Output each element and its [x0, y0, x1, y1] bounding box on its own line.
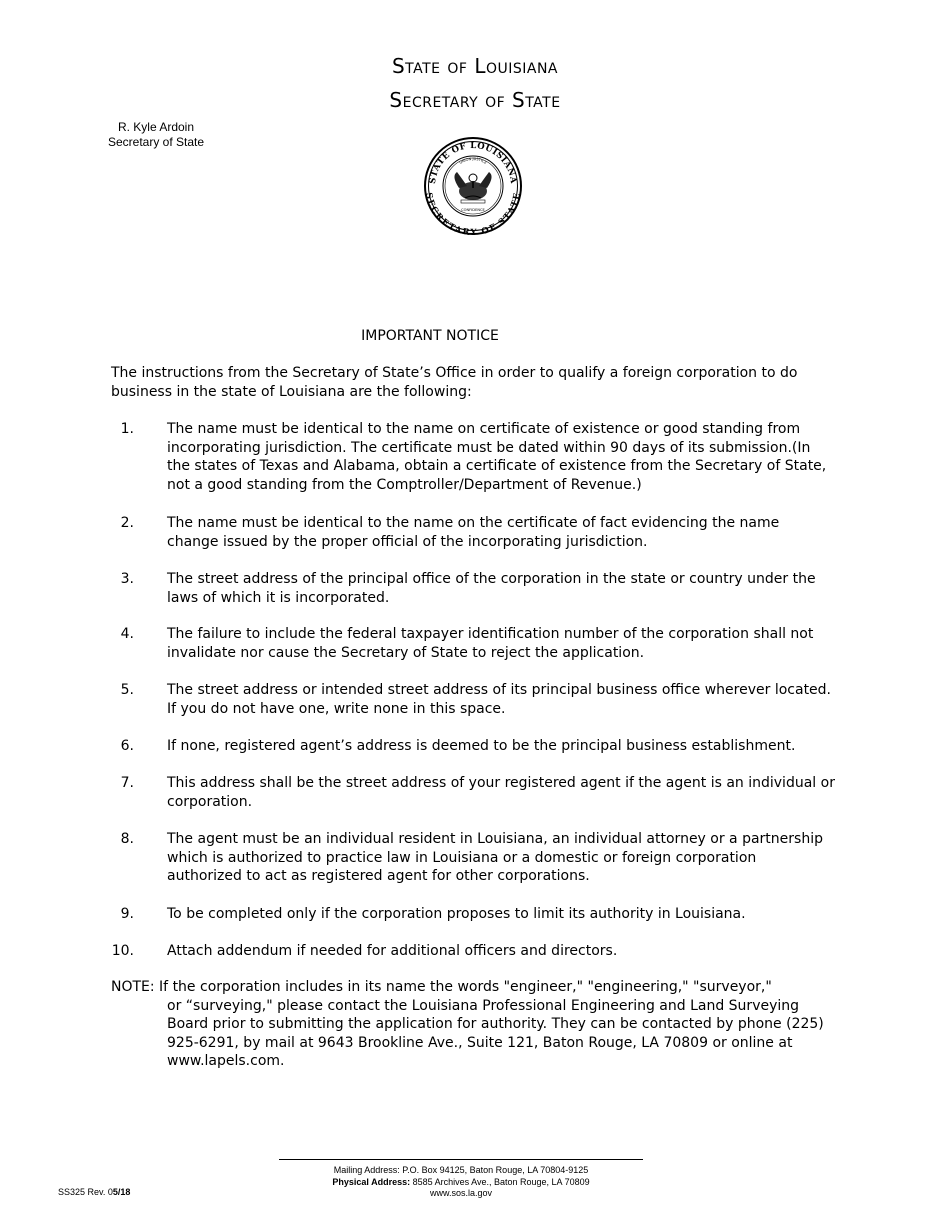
- physical-value: 8585 Archives Ave., Baton Rouge, LA 70809: [412, 1177, 590, 1187]
- item-number: 1.: [120, 421, 134, 437]
- seal-motto-top: UNION JUSTICE: [458, 156, 488, 165]
- header-state: [0, 54, 950, 78]
- item-number: 3.: [120, 571, 134, 587]
- seal-text-bottom: SECRETARY OF STATE: [423, 191, 523, 236]
- mailing-label: Mailing Address:: [333, 1165, 400, 1175]
- item-text: The name must be identical to the name on certificate of existence or good standing from incorporating jurisdiction. The certificate must be dated within 90 days of its submission.(In the states of Texas and Alabama, obtain a certificate of existence from the Secretary of State, not a good standing from the Comptroller/Department of Revenue.): [167, 421, 827, 493]
- footer-physical: [279, 1177, 643, 1189]
- item-number: 5.: [120, 682, 134, 698]
- item-text: The agent must be an individual resident in Louisiana, an individual attorney or a partnership which is authorized to practice law in Louisiana or a domestic or foreign corporation authorized to act as registered agent for other corporations.: [167, 831, 823, 884]
- form-id: [58, 1187, 130, 1197]
- item-text: If none, registered agent’s address is deemed to be the principal business establishment.: [167, 738, 796, 754]
- header-secretary: [0, 88, 950, 112]
- physical-label: Physical Address:: [332, 1177, 411, 1187]
- notice-note: [111, 978, 831, 1071]
- item-text: This address shall be the street address of your registered agent if the agent is an individual or corporation.: [167, 775, 835, 810]
- item-number: 10.: [111, 943, 134, 959]
- notice-title: IMPORTANT NOTICE: [361, 328, 499, 344]
- item-number: 8.: [120, 831, 134, 847]
- seal-graphic: [421, 136, 525, 236]
- item-text: Attach addendum if needed for additional officers and directors.: [167, 943, 618, 959]
- item-number: 6.: [120, 738, 134, 754]
- item-text: The street address or intended street address of its principal business office wherever located. If you do not have one, write none in this space.: [167, 682, 832, 717]
- header-line2: Secretary of State: [389, 88, 561, 112]
- mailing-value: P.O. Box 94125, Baton Rouge, LA 70804-9125: [402, 1165, 589, 1175]
- header-line1: State of Louisiana: [391, 54, 558, 78]
- item-text: To be completed only if the corporation proposes to limit its authority in Louisiana.: [167, 906, 746, 922]
- footer-divider: [279, 1159, 643, 1160]
- note-continuation: or “surveying," please contact the Louisiana Professional Engineering and Land Surveying Board prior to submitting the application for authority. They can be contacted by phone (225) 925-6291, by mail at 9643 Brookline Ave., Suite 121, Baton Rouge, LA 70809 or online at www.lapels.com.: [167, 997, 824, 1069]
- item-number: 2.: [120, 515, 134, 531]
- item-number: 9.: [120, 906, 134, 922]
- item-number: 4.: [120, 626, 134, 642]
- item-text: The name must be identical to the name on the certificate of fact evidencing the name change issued by the proper official of the incorporating jurisdiction.: [167, 515, 780, 550]
- notice-intro: The instructions from the Secretary of State’s Office in order to qualify a foreign corporation to do business in the state of Louisiana are the following:: [111, 365, 798, 400]
- official-block: [96, 120, 216, 150]
- item-text: The failure to include the federal taxpayer identification number of the corporation shall not invalidate nor cause the Secretary of State to reject the application.: [167, 626, 814, 661]
- footer-website[interactable]: www.sos.la.gov: [429, 1188, 493, 1198]
- item-number: 7.: [120, 775, 134, 791]
- seal-motto-bottom: CONFIDENCE: [461, 208, 485, 212]
- note-first-line: NOTE: If the corporation includes in its name the words "engineer," "engineering," "surveyor,": [111, 979, 772, 995]
- form-id-prefix: SS325 Rev. 0: [58, 1187, 113, 1197]
- footer-mailing: [279, 1165, 643, 1177]
- state-seal: [421, 136, 525, 236]
- official-title: Secretary of State: [107, 135, 205, 149]
- form-id-suffix: 5/18: [112, 1187, 131, 1197]
- official-name: R. Kyle Ardoin: [117, 120, 195, 134]
- item-text: The street address of the principal office of the corporation in the state or country under the laws of which it is incorporated.: [167, 571, 816, 606]
- seal-text-top: STATE OF LOUISIANA: [427, 140, 519, 185]
